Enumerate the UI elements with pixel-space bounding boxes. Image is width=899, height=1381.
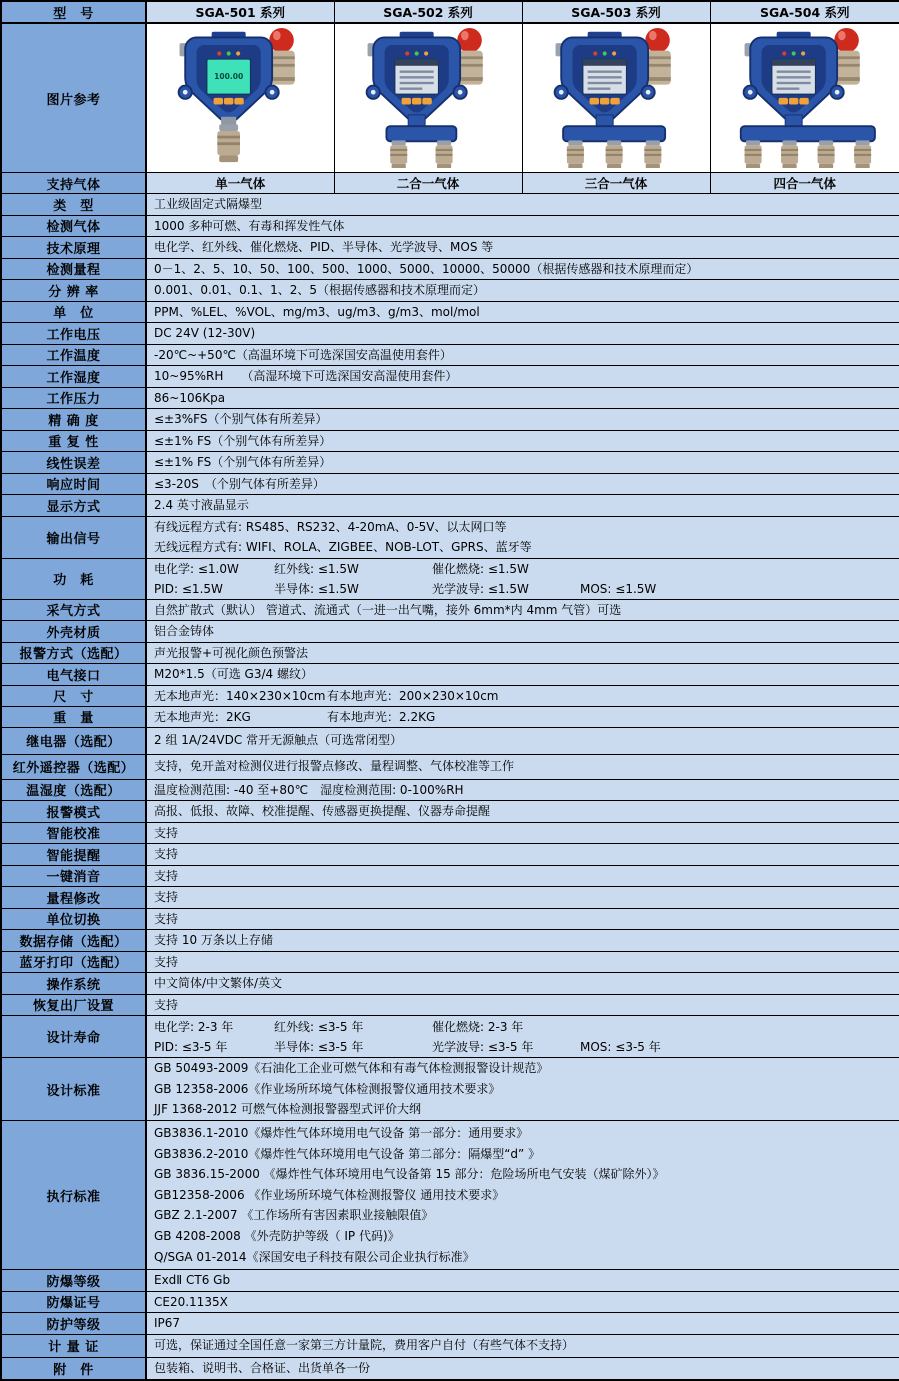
- spec-value-line: GB3836.1-2010《爆炸性气体环境用电气设备 第一部分：通用要求》: [154, 1126, 529, 1141]
- spec-row: [1, 1334, 899, 1357]
- spec-row: [1, 779, 899, 801]
- spec-value-cell: 无本地声光：140×230×10cm: [154, 688, 326, 703]
- spec-row-label: 工作电压: [1, 323, 146, 345]
- spec-value-cell: 半导体: ≤3-5 年: [274, 1039, 364, 1054]
- sensor-probe: [390, 140, 407, 168]
- spec-value-line: 无线远程方式有: WIFI、ROLA、ZIGBEE、NOB-LOT、GPRS、蓝牙等: [154, 540, 532, 555]
- device-image-cell-4: [710, 23, 899, 173]
- led-red: [405, 51, 409, 55]
- spec-value-line: GB 3836.15-2000 《爆炸性气体环境用电气设备第 15 部分：危险场所电气安装（煤矿除外）》: [154, 1167, 665, 1182]
- spec-row: [1, 258, 899, 280]
- spec-value-line: 有线远程方式有: RS485、RS232、4-20mA、0-5V、以太网口等: [154, 519, 507, 534]
- spec-row-value: M20*1.5（可选 G3/4 螺纹）: [146, 664, 899, 686]
- spec-row-value: 支持 10 万条以上存储: [146, 930, 899, 952]
- spec-row-value: -20℃~+50℃（高温环境下可选深国安高温使用套件）: [146, 344, 899, 366]
- spec-row: [1, 685, 899, 706]
- spec-row-label: 响应时间: [1, 473, 146, 495]
- spec-row-value: [146, 1016, 899, 1058]
- spec-row-label: 工作湿度: [1, 366, 146, 388]
- spec-row-label: 设计标准: [1, 1058, 146, 1121]
- spec-row-label: 工作压力: [1, 387, 146, 409]
- led-orange: [236, 51, 240, 55]
- spec-row-label: 技术原理: [1, 237, 146, 259]
- spec-row: [1, 323, 899, 345]
- detector-photo: [720, 24, 890, 168]
- spec-value-cell: 催化燃烧: 2-3 年: [432, 1019, 524, 1034]
- spec-row: [1, 194, 899, 216]
- spec-row: [1, 366, 899, 388]
- led-green: [227, 51, 231, 55]
- spec-row-label: 温湿度（选配）: [1, 779, 146, 801]
- led-orange: [801, 51, 805, 55]
- spec-row-label: 类 型: [1, 194, 146, 216]
- device-button: [799, 98, 808, 105]
- spec-row-label: 重 复 性: [1, 430, 146, 452]
- spec-row: [1, 994, 899, 1016]
- sensor-probe: [744, 140, 761, 168]
- spec-row-label: 设计寿命: [1, 1016, 146, 1058]
- model-name-sga501: SGA-501 系列: [146, 1, 334, 23]
- spec-value-line: GB3836.2-2010《爆炸性气体环境用电气设备 第二部分：隔爆型“d” 》: [154, 1146, 541, 1161]
- spec-value-cell: 光学波导: ≤3-5 年: [432, 1039, 534, 1054]
- detector-body: [555, 32, 655, 123]
- spec-value-cell: 电化学: ≤1.0W: [154, 561, 239, 576]
- device-button: [214, 98, 223, 105]
- spec-row-label: 分 辨 率: [1, 280, 146, 302]
- spec-value-cell: 有本地声光：200×230×10cm: [327, 688, 499, 703]
- spec-row-label: 量程修改: [1, 887, 146, 909]
- spec-row: [1, 344, 899, 366]
- spec-row-value: [146, 706, 899, 727]
- spec-row-value: 支持: [146, 887, 899, 909]
- spec-row-value: [146, 1058, 899, 1121]
- spec-row-value: 2.4 英寸液晶显示: [146, 495, 899, 517]
- sensor-probe: [781, 140, 798, 168]
- gas-count-3: 三合一气体: [522, 173, 710, 194]
- spec-row-value: 高报、低报、故障、校准提醒、传感器更换提醒、仪器寿命提醒: [146, 801, 899, 823]
- spec-row-label: 重 量: [1, 706, 146, 727]
- spec-value-row: [154, 1017, 892, 1037]
- spec-row-label: 单 位: [1, 301, 146, 323]
- spec-row-value: 10~95%RH （高湿环境下可选深国安高湿使用套件）: [146, 366, 899, 388]
- device-button: [402, 98, 411, 105]
- spec-row-value: 支持: [146, 994, 899, 1016]
- spec-row-label: 智能提醒: [1, 844, 146, 866]
- spec-value-cell: 催化燃烧: ≤1.5W: [432, 561, 529, 576]
- spec-row-value: 温度检测范围: -40 至+80℃ 湿度检测范围: 0-100%RH: [146, 779, 899, 801]
- spec-row: [1, 727, 899, 754]
- spec-row-label: 线性误差: [1, 452, 146, 474]
- sensor-probe: [854, 140, 871, 168]
- spec-row: [1, 801, 899, 823]
- spec-row-value: 工业级固定式隔爆型: [146, 194, 899, 216]
- spec-value-row: [154, 579, 892, 599]
- spec-value-line: JJF 1368-2012 可燃气体检测报警器型式评价大纲: [154, 1102, 422, 1117]
- led-red: [217, 51, 221, 55]
- spec-row: [1, 409, 899, 431]
- spec-row: [1, 844, 899, 866]
- spec-row-value: DC 24V (12-30V): [146, 323, 899, 345]
- spec-value-line: GB 4208-2008 《外壳防护等级（ IP 代码)》: [154, 1229, 400, 1244]
- device-button: [778, 98, 787, 105]
- led-green: [603, 51, 607, 55]
- device-button: [789, 98, 798, 105]
- spec-value-cell: MOS: ≤3-5 年: [580, 1039, 661, 1054]
- detector-body: [367, 32, 467, 123]
- spec-row: [1, 430, 899, 452]
- spec-row: [1, 1270, 899, 1292]
- spec-value-row: [154, 1037, 892, 1057]
- led-green: [791, 51, 795, 55]
- spec-row-label: 操作系统: [1, 973, 146, 995]
- spec-value-line: Q/SGA 01-2014《深国安电子科技有限公司企业执行标准》: [154, 1249, 475, 1264]
- spec-row-label: 一键消音: [1, 865, 146, 887]
- spec-row-value: 支持: [146, 844, 899, 866]
- spec-value-cell: 红外线: ≤3-5 年: [274, 1019, 364, 1034]
- sensor-probe: [218, 124, 241, 162]
- spec-row-label: 附 件: [1, 1357, 146, 1380]
- spec-row-label: 防护等级: [1, 1313, 146, 1335]
- spec-row: [1, 706, 899, 727]
- device-button: [224, 98, 233, 105]
- spec-row-label: 显示方式: [1, 495, 146, 517]
- spec-row-value: [146, 1121, 899, 1270]
- model-name-sga503: SGA-503 系列: [522, 1, 710, 23]
- spec-row-label: 检测气体: [1, 215, 146, 237]
- spec-value-cell: 无本地声光：2KG: [154, 709, 251, 724]
- spec-row-value: ≤±1% FS（个别气体有所差异）: [146, 430, 899, 452]
- spec-row-label: 报警模式: [1, 801, 146, 823]
- device-button: [235, 98, 244, 105]
- spec-value-cell: 有本地声光：2.2KG: [327, 709, 436, 724]
- spec-row: [1, 387, 899, 409]
- spec-row-value: 自然扩散式（默认） 管道式、流通式（一进一出气嘴，接外 6mm*内 4mm 气管）可选: [146, 599, 899, 621]
- spec-row-label: 恢复出厂设置: [1, 994, 146, 1016]
- spec-row: [1, 908, 899, 930]
- spec-row-label: 外壳材质: [1, 621, 146, 643]
- spec-row: [1, 558, 899, 599]
- spec-row-value: IP67: [146, 1313, 899, 1335]
- sensor-probe: [606, 140, 623, 168]
- spec-row: [1, 1016, 899, 1058]
- spec-row-label: 电气接口: [1, 664, 146, 686]
- spec-value-row: [154, 707, 892, 727]
- spec-value-line: GBZ 2.1-2007 《工作场所有害因素职业接触限值》: [154, 1208, 434, 1223]
- detector-photo: [155, 24, 325, 168]
- sensor-probe: [644, 140, 661, 168]
- gas-count-1: 单一气体: [146, 173, 334, 194]
- spec-row: [1, 621, 899, 643]
- spec-value-cell: 红外线: ≤1.5W: [274, 561, 359, 576]
- spec-row-value: 支持，免开盖对检测仪进行报警点修改、量程调整、气体校准等工作: [146, 754, 899, 779]
- spec-row-value: CE20.1135X: [146, 1291, 899, 1313]
- spec-row-label: 智能校准: [1, 822, 146, 844]
- spec-row-value: 支持: [146, 951, 899, 973]
- spec-value-row: [154, 686, 892, 706]
- spec-row: [1, 1058, 899, 1121]
- spec-row: [1, 215, 899, 237]
- spec-row: [1, 495, 899, 517]
- spec-row-label: 采气方式: [1, 599, 146, 621]
- device-button: [422, 98, 431, 105]
- spec-row-label: 计 量 证: [1, 1334, 146, 1357]
- spec-value-line: GB12358-2006 《作业场所环境气体检测报警仪 通用技术要求》: [154, 1187, 505, 1202]
- spec-row: [1, 822, 899, 844]
- sensor-probe: [436, 140, 453, 168]
- spec-value-line: GB 50493-2009《石油化工企业可燃气体和有毒气体检测报警设计规范》: [154, 1061, 549, 1076]
- spec-value-row: [154, 559, 892, 579]
- spec-row-label: 执行标准: [1, 1121, 146, 1270]
- spec-value-cell: PID: ≤1.5W: [154, 581, 223, 596]
- spec-row: [1, 301, 899, 323]
- device-image-cell-2: [334, 23, 522, 173]
- gas-count-2: 二合一气体: [334, 173, 522, 194]
- spec-row-value: ≤3-20S （个别气体有所差异）: [146, 473, 899, 495]
- model-name-sga502: SGA-502 系列: [334, 1, 522, 23]
- spec-value-cell: 半导体: ≤1.5W: [274, 581, 359, 596]
- screen-reading: 100.00: [214, 72, 244, 81]
- model-header-row: [1, 1, 899, 23]
- spec-row: [1, 1121, 899, 1270]
- spec-row: [1, 887, 899, 909]
- led-red: [782, 51, 786, 55]
- row-label-gas: 支持气体: [1, 173, 146, 194]
- detector-photo: [343, 24, 513, 168]
- spec-row-value: 1000 多种可燃、有毒和挥发性气体: [146, 215, 899, 237]
- spec-row-value: [146, 558, 899, 599]
- spec-row-label: 输出信号: [1, 516, 146, 558]
- spec-row: [1, 1291, 899, 1313]
- sensor-probe: [817, 140, 834, 168]
- spec-row-value: 支持: [146, 865, 899, 887]
- sensor-probe: [567, 140, 584, 168]
- spec-row-value: 可选，保证通过全国任意一家第三方计量院，费用客户自付（有些气体不支持）: [146, 1334, 899, 1357]
- led-orange: [612, 51, 616, 55]
- spec-row-value: 中文简体/中文繁体/英文: [146, 973, 899, 995]
- spec-row-value: 0－1、2、5、10、50、100、500、1000、5000、10000、50000（根据传感器和技术原理而定）: [146, 258, 899, 280]
- detector-photo: [531, 24, 701, 168]
- spec-row-label: 尺 寸: [1, 685, 146, 706]
- spec-row: [1, 599, 899, 621]
- spec-row: [1, 473, 899, 495]
- spec-row: [1, 930, 899, 952]
- spec-value-line: GB 12358-2006《作业场所环境气体检测报警仪通用技术要求》: [154, 1081, 501, 1096]
- spec-row-value: 支持: [146, 908, 899, 930]
- spec-row-value: ≤±3%FS（个别气体有所差异）: [146, 409, 899, 431]
- spec-row: [1, 664, 899, 686]
- spec-row-value: [146, 516, 899, 558]
- spec-row-label: 工作温度: [1, 344, 146, 366]
- spec-row-value: 支持: [146, 822, 899, 844]
- spec-row-label: 精 确 度: [1, 409, 146, 431]
- row-label-image: 图片参考: [1, 23, 146, 173]
- spec-rows: [1, 194, 899, 1381]
- row-label-model: 型 号: [1, 1, 146, 23]
- spec-row-value: 86~106Kpa: [146, 387, 899, 409]
- spec-row: [1, 973, 899, 995]
- spec-row-label: 检测量程: [1, 258, 146, 280]
- spec-row: [1, 1313, 899, 1335]
- spec-row-value: ≤±1% FS（个别气体有所差异）: [146, 452, 899, 474]
- detector-body: [179, 32, 279, 123]
- detector-body: [743, 32, 843, 123]
- device-button: [412, 98, 421, 105]
- spec-row: [1, 642, 899, 664]
- spec-row-value: 2 组 1A/24VDC 常开无源触点（可选常闭型）: [146, 727, 899, 754]
- spec-row-label: 报警方式（选配）: [1, 642, 146, 664]
- image-row: [1, 23, 899, 173]
- spec-row-label: 功 耗: [1, 558, 146, 599]
- spec-row-label: 防爆等级: [1, 1270, 146, 1292]
- spec-row-value: 0.001、0.01、0.1、1、2、5（根据传感器和技术原理而定）: [146, 280, 899, 302]
- spec-row: [1, 754, 899, 779]
- spec-row: [1, 452, 899, 474]
- spec-row-value: 包装箱、说明书、合格证、出货单各一份: [146, 1357, 899, 1380]
- spec-row-label: 单位切换: [1, 908, 146, 930]
- spec-row-value: 铝合金铸体: [146, 621, 899, 643]
- spec-row: [1, 951, 899, 973]
- spec-row-value: PPM、%LEL、%VOL、mg/m3、ug/m3、g/m3、mol/mol: [146, 301, 899, 323]
- spec-row-value: ExdⅡ CT6 Gb: [146, 1270, 899, 1292]
- device-image-cell-1: [146, 23, 334, 173]
- led-red: [593, 51, 597, 55]
- led-green: [415, 51, 419, 55]
- device-image-cell-3: [522, 23, 710, 173]
- gas-count-4: 四合一气体: [710, 173, 899, 194]
- supported-gas-row: [1, 173, 899, 194]
- model-name-sga504: SGA-504 系列: [710, 1, 899, 23]
- spec-row-value: [146, 685, 899, 706]
- spec-row: [1, 280, 899, 302]
- spec-row-value: 电化学、红外线、催化燃烧、PID、半导体、光学波导、MOS 等: [146, 237, 899, 259]
- spec-row-label: 继电器（选配）: [1, 727, 146, 754]
- spec-row: [1, 516, 899, 558]
- spec-row-value: 声光报警+可视化颜色预警法: [146, 642, 899, 664]
- spec-row: [1, 237, 899, 259]
- spec-row-label: 数据存储（选配）: [1, 930, 146, 952]
- spec-value-cell: 光学波导: ≤1.5W: [432, 581, 529, 596]
- device-button: [610, 98, 619, 105]
- spec-row-label: 红外遥控器（选配）: [1, 754, 146, 779]
- spec-row-label: 防爆证号: [1, 1291, 146, 1313]
- spec-row: [1, 865, 899, 887]
- led-orange: [424, 51, 428, 55]
- device-button: [590, 98, 599, 105]
- spec-value-cell: MOS: ≤1.5W: [580, 581, 657, 596]
- spec-row-label: 蓝牙打印（选配）: [1, 951, 146, 973]
- spec-value-cell: 电化学: 2-3 年: [154, 1019, 234, 1034]
- spec-value-cell: PID: ≤3-5 年: [154, 1039, 228, 1054]
- device-button: [600, 98, 609, 105]
